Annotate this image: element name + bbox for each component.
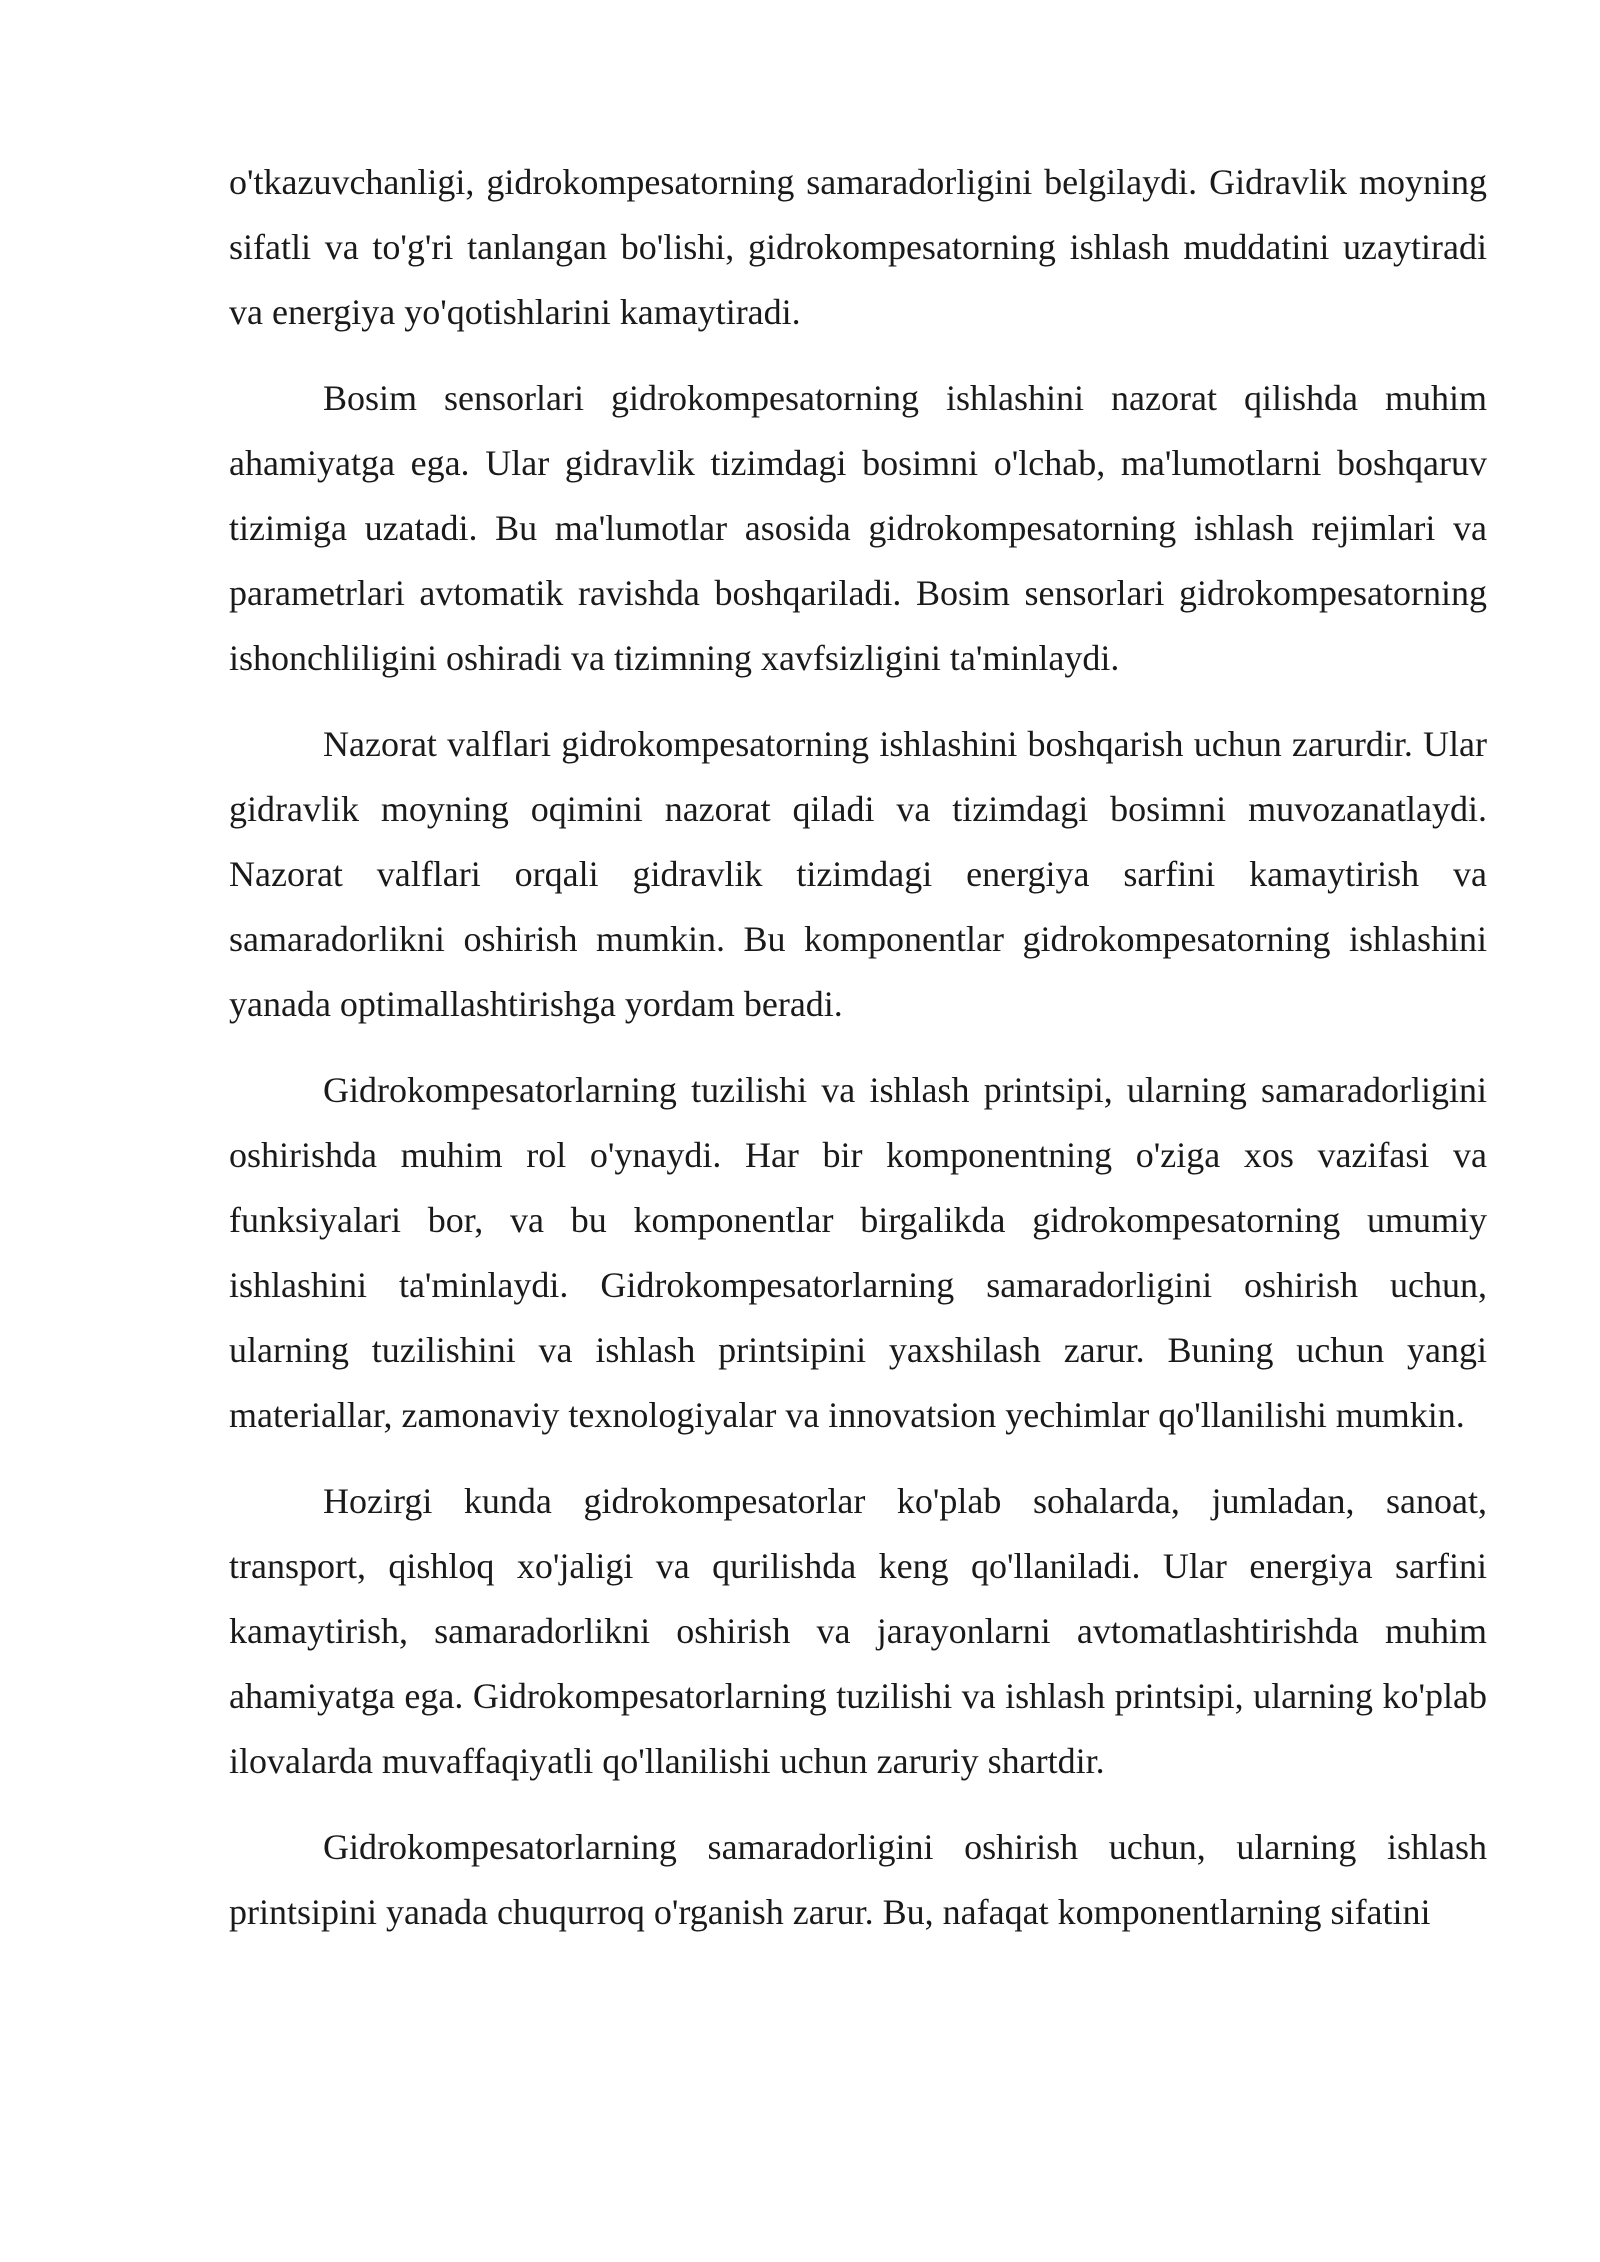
paragraph-structure-principle: Gidrokompesatorlarning tuzilishi va ishlash printsipi, ularning samaradorligini oshirishda muhim rol o'ynaydi. Har bir komponentning o'ziga xos vazifasi va funksiyalari bor, va bu komponentlar birgalikda gidrokompesatorning umumiy ishlashini ta'minlaydi. Gidrokompesatorlarning samaradorligini oshirish uchun, ularning tuzilishini va ishlash printsipini yaxshilash zarur. Buning uchun yangi materiallar, zamonaviy texnologiyalar va innovatsion yechimlar qo'llanilishi mumkin. [229, 1070, 1487, 1435]
document-page [229, 150, 1487, 1966]
paragraph-applications: Hozirgi kunda gidrokompesatorlar ko'plab sohalarda, jumladan, sanoat, transport, qishloq xo'jaligi va qurilishda keng qo'llaniladi. Ular energiya sarfini kamaytirish, samaradorlikni oshirish va jarayonlarni avtomatlashtirishda muhim ahamiyatga ega. Gidrokompesatorlarning tuzilishi va ishlash printsipi, ularning ko'plab ilovalarda muvaffaqiyatli qo'llanilishi uchun zaruriy shartdir. [229, 1481, 1487, 1781]
paragraph-hydraulic-oil-continued: o'tkazuvchanligi, gidrokompesatorning samaradorligini belgilaydi. Gidravlik moyning sifatli va to'g'ri tanlangan bo'lishi, gidrokompesatorning ishlash muddatini uzaytiradi va energiya yo'qotishlarini kamaytiradi. [229, 162, 1487, 332]
paragraph-efficiency-study: Gidrokompesatorlarning samaradorligini oshirish uchun, ularning ishlash printsipini yanada chuqurroq o'rganish zarur. Bu, nafaqat komponentlarning sifatini [229, 1827, 1487, 1932]
paragraph-pressure-sensors: Bosim sensorlari gidrokompesatorning ishlashini nazorat qilishda muhim ahamiyatga ega. Ular gidravlik tizimdagi bosimni o'lchab, ma'lumotlarni boshqaruv tizimiga uzatadi. Bu ma'lumotlar asosida gidrokompesatorning ishlash rejimlari va parametrlari avtomatik ravishda boshqariladi. Bosim sensorlari gidrokompesatorning ishonchliligini oshiradi va tizimning xavfsizligini ta'minlaydi. [229, 378, 1487, 678]
paragraph-control-valves: Nazorat valflari gidrokompesatorning ishlashini boshqarish uchun zarurdir. Ular gidravlik moyning oqimini nazorat qiladi va tizimdagi bosimni muvozanatlaydi. Nazorat valflari orqali gidravlik tizimdagi energiya sarfini kamaytirish va samaradorlikni oshirish mumkin. Bu komponentlar gidrokompesatorning ishlashini yanada optimallashtirishga yordam beradi. [229, 724, 1487, 1024]
